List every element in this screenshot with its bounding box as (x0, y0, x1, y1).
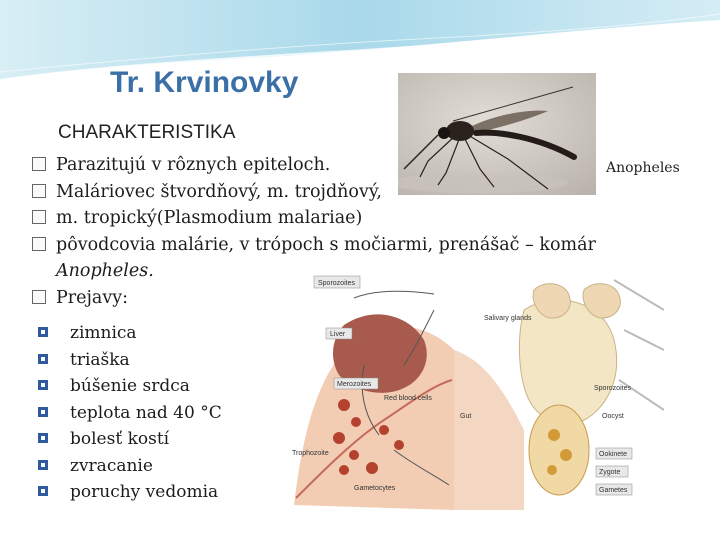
bullet-text: Maláriovec štvordňový, m. trojdňový, (56, 181, 382, 202)
label-zygote: Zygote (599, 469, 621, 476)
bullet-continuation: Anopheles. (56, 261, 154, 281)
q-bullet-icon (38, 354, 48, 364)
symptom-item (38, 453, 222, 480)
mosquito-photo (398, 73, 596, 195)
symptom-item (38, 479, 222, 506)
label-salivary-glands: Salivary glands (484, 315, 532, 322)
symptom-text: bolesť kostí (70, 429, 170, 449)
label-merozoites: Merozoites (337, 381, 372, 388)
label-liver: Liver (330, 331, 346, 338)
symptom-item (38, 400, 222, 427)
bullet-item (32, 205, 672, 232)
symptom-item (38, 347, 222, 374)
label-ookinete: Ookinete (599, 451, 628, 458)
symptom-item (38, 426, 222, 453)
slide-subtitle: CHARAKTERISTIKA (58, 122, 236, 143)
label-gut: Gut (460, 413, 472, 420)
bullet-box-icon (32, 210, 46, 224)
bullet-box-icon (32, 237, 46, 251)
symptom-item (38, 320, 222, 347)
symptom-text: búšenie srdca (70, 376, 190, 396)
bullet-text: pôvodcovia malárie, v trópoch s močiarmi, prenášač – komár (56, 234, 596, 255)
q-bullet-icon (38, 486, 48, 496)
malaria-lifecycle-diagram (284, 270, 664, 510)
symptom-text: zimnica (70, 323, 137, 343)
label-sporozoites: Sporozoites (318, 280, 355, 287)
label-gametocytes: Gametocytes (354, 485, 396, 492)
label-gametes: Gametes (599, 487, 628, 494)
mosquito-caption: Anopheles (606, 160, 680, 176)
symptom-text: triaška (70, 349, 130, 370)
label-sporozoites-right: Sporozoites (594, 385, 631, 392)
q-bullet-icon (38, 327, 48, 337)
bullet-box-icon (32, 184, 46, 198)
symptom-text: teplota nad 40 °C (70, 402, 222, 423)
label-trophozoite: Trophozoite (292, 450, 329, 457)
header-wave-decoration (0, 0, 720, 90)
label-oocyst: Oocyst (602, 413, 624, 420)
bullet-box-icon (32, 290, 46, 304)
q-bullet-icon (38, 380, 48, 390)
q-bullet-icon (38, 407, 48, 417)
symptom-text: zvracanie (70, 455, 153, 476)
label-red-blood-cells: Red blood cells (384, 395, 432, 402)
symptom-item (38, 373, 222, 400)
q-bullet-icon (38, 433, 48, 443)
slide-title: Tr. Krvinovky (110, 66, 299, 99)
bullet-text: m. tropický(Plasmodium malariae) (56, 208, 363, 228)
bullet-box-icon (32, 157, 46, 171)
symptom-list (38, 320, 222, 506)
q-bullet-icon (38, 460, 48, 470)
bullet-text: Prejavy: (56, 287, 129, 308)
symptom-text: poruchy vedomia (70, 482, 219, 502)
bullet-text: Parazitujú v rôznych epiteloch. (56, 155, 331, 175)
